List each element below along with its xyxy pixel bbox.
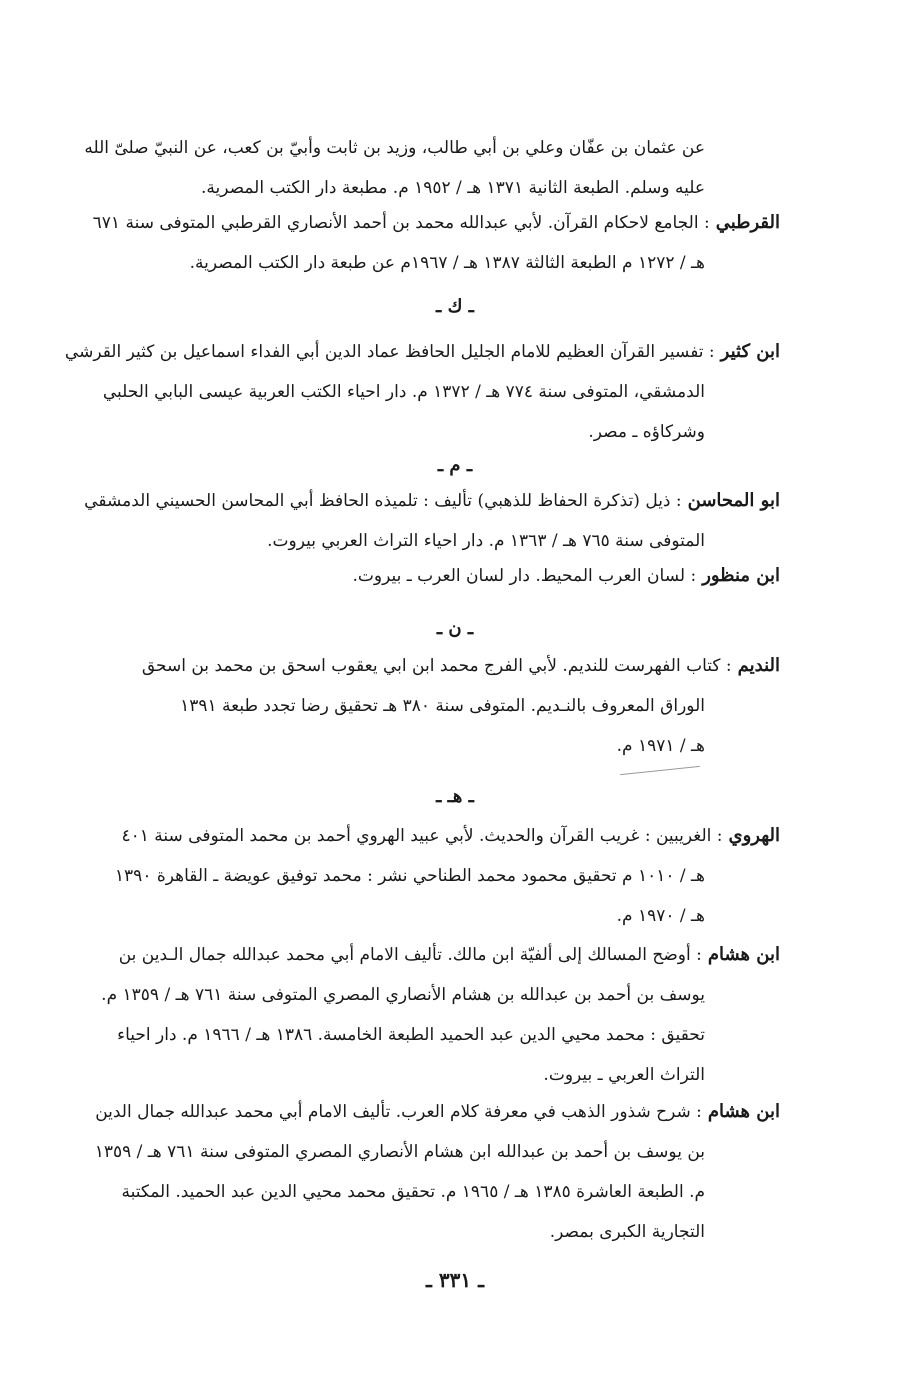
section-heading-kaf: ـ ك ـ bbox=[436, 296, 474, 317]
entry-term: ابن هشام bbox=[707, 944, 780, 965]
page-number: ـ ٣٣١ ـ bbox=[426, 1268, 484, 1292]
continuation-entry bbox=[84, 128, 780, 208]
entry-text: : الجامع لاحكام القرآن. لأبي عبدالله محمد بن أحمد الأنصاري القرطبي المتوفى سنة ٦٧١ bbox=[92, 213, 710, 233]
entry-ibn-kathir bbox=[64, 332, 780, 452]
entry-ibn-hisham-1 bbox=[101, 935, 780, 1095]
entry-text: تحقيق : محمد محيي الدين عبد الحميد الطبعة الخامسة. ١٣٨٦ هـ / ١٩٦٦ م. دار احياء bbox=[117, 1025, 705, 1045]
entry-term: القرطبي bbox=[715, 212, 780, 233]
entry-term: ابو المحاسن bbox=[687, 490, 780, 511]
entry-text: وشركاؤه ـ مصر. bbox=[588, 422, 705, 442]
entry-term: ابن كثير bbox=[720, 341, 780, 362]
entry-term: الهروي bbox=[728, 825, 780, 846]
entry-text: : أوضح المسالك إلى ألفيّة ابن مالك. تأليف الامام أبي محمد عبدالله جمال الـدين بن bbox=[118, 945, 702, 965]
entry-text: الدمشقي، المتوفى سنة ٧٧٤ هـ / ١٣٧٢ م. دار احياء الكتب العربية عيسى البابي الحلبي bbox=[102, 382, 705, 402]
entry-text: م. الطبعة العاشرة ١٣٨٥ هـ / ١٩٦٥ م. تحقيق محمد محيي الدين عبد الحميد. المكتبة bbox=[121, 1182, 705, 1202]
entry-text: هـ / ١٩٧٠ م. bbox=[616, 906, 705, 926]
section-heading-mim: ـ م ـ bbox=[437, 455, 473, 476]
entry-text: هـ / ١٠١٠ م تحقيق محمود محمد الطناحي نشر : محمد توفيق عويضة ـ القاهرة ١٣٩٠ bbox=[114, 866, 705, 886]
entry-text: يوسف بن أحمد بن عبدالله بن هشام الأنصاري المصري المتوفى سنة ٧٦١ هـ / ١٣٥٩ م. bbox=[101, 985, 705, 1005]
entry-ibn-manzur bbox=[110, 556, 780, 596]
entry-text: بن يوسف بن أحمد بن عبدالله ابن هشام الأنصاري المصري المتوفى سنة ٧٦١ هـ / ١٣٥٩ bbox=[94, 1142, 705, 1162]
continuation-line-2: عليه وسلم. الطبعة الثانية ١٣٧١ هـ / ١٩٥٢ م. مطبعة دار الكتب المصرية. bbox=[200, 178, 705, 198]
entry-text: التراث العربي ـ بيروت. bbox=[543, 1065, 705, 1085]
entry-abu-mahasin bbox=[84, 481, 780, 561]
entry-text: المتوفى سنة ٧٦٥ هـ / ١٣٦٣ م. دار احياء التراث العربي بيروت. bbox=[267, 531, 705, 551]
entry-nadim bbox=[110, 646, 780, 766]
entry-harawi bbox=[110, 816, 780, 936]
entry-ibn-hisham-2 bbox=[94, 1092, 780, 1252]
entry-qurtubi bbox=[92, 203, 780, 283]
entry-text: : ذيل (تذكرة الحفاظ للذهبي) تأليف : تلميذه الحافظ أبي المحاسن الحسيني الدمشقي bbox=[84, 491, 682, 511]
entry-text: : لسان العرب المحيط. دار لسان العرب ـ بيروت. bbox=[352, 566, 697, 586]
entry-text: هـ / ١٢٧٢ م الطبعة الثالثة ١٣٨٧ هـ / ١٩٦٧م عن طبعة دار الكتب المصرية. bbox=[189, 253, 705, 273]
entry-text: : كتاب الفهرست للنديم. لأبي الفرج محمد ابن ابي يعقوب اسحق بن محمد بن اسحق bbox=[141, 656, 732, 676]
continuation-line-1: عن عثمان بن عفّان وعلي بن أبي طالب، وزيد بن ثابت وأبيّ بن كعب، عن النبيّ صلىّ الله bbox=[84, 138, 705, 158]
entry-text: : تفسير القرآن العظيم للامام الجليل الحافظ عماد الدين أبي الفداء اسماعيل بن كثير القرشي bbox=[64, 342, 715, 362]
scan-mark bbox=[620, 766, 700, 775]
entry-text: هـ / ١٩٧١ م. bbox=[616, 736, 705, 756]
section-heading-nun: ـ ن ـ bbox=[436, 618, 474, 639]
entry-term: النديم bbox=[737, 655, 780, 676]
entry-term: ابن هشام bbox=[707, 1101, 780, 1122]
entry-text: الوراق المعروف بالنـديم. المتوفى سنة ٣٨٠ هـ تحقيق رضا تجدد طبعة ١٣٩١ bbox=[180, 696, 705, 716]
entry-term: ابن منظور bbox=[702, 565, 780, 586]
section-heading-ha: ـ هـ ـ bbox=[436, 786, 474, 807]
entry-text: التجارية الكبرى بمصر. bbox=[549, 1222, 705, 1242]
entry-text: : الغريبين : غريب القرآن والحديث. لأبي عبيد الهروي أحمد بن محمد المتوفى سنة ٤٠١ bbox=[121, 826, 723, 846]
entry-text: : شرح شذور الذهب في معرفة كلام العرب. تأليف الامام أبي محمد عبدالله جمال الدين bbox=[95, 1102, 702, 1122]
